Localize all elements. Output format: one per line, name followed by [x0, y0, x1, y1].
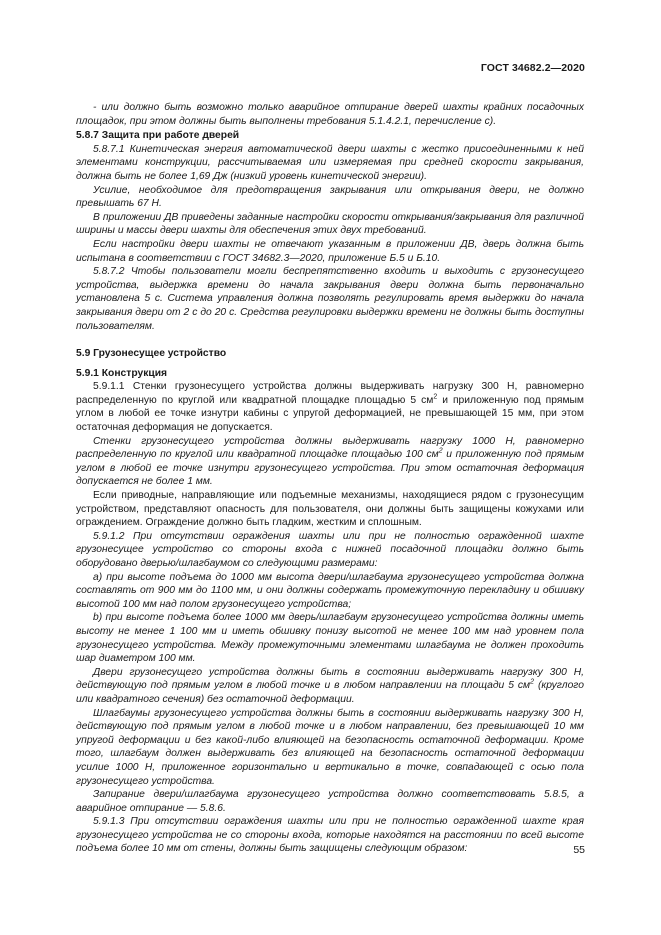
paragraph-settings-test: Если настройки двери шахты не отвечают указанным в приложении ДВ, дверь должна быть испытана в соответствии с ГОСТ 34682.3—2020, приложение Б.5 и Б.10. — [76, 238, 584, 264]
list-item-dash: - или должно быть возможно только аварийное отпирание дверей шахты крайних посадочных площадок, при этом должны быть выполнены требования 5.1.4.2.1, перечисление с). — [76, 102, 584, 127]
paragraph-walls-1000n: Стенки грузонесущего устройства должны выдерживать нагрузку 1000 Н, равномерно распределенную по круглой или квадратной площадке площадью 100 $см^2$ и приложенную под прямым углом в любой ее точке изнутри грузонесущего устройства. При этом остаточная деформация допускается не более 1 мм. — [76, 435, 584, 488]
section-heading-5-9: 5.9 Грузонесущее устройство — [76, 348, 227, 360]
paragraph-force: Усилие, необходимое для предотвращения закрывания или открывания двери, не должно превышать 67 Н. — [76, 184, 584, 210]
page-body — [76, 101, 584, 856]
paragraph-appendix-dv: В приложении ДВ приведены заданные настройки скорости открывания/закрывания для различной ширины и массы двери шахты для обеспечения этих двух требований. — [76, 211, 584, 237]
document-code-header: ГОСТ 34682.2—2020 — [480, 62, 585, 74]
section-heading-5-9-1: 5.9.1 Конструкция — [76, 367, 168, 379]
list-item-a: а) при высоте подъема до 1000 мм высота двери/шлагбаума грузонесущего устройства должна составлять от 900 мм до 1100 мм, и они должны содержать промежуточную перекладину и обшивку высотой 100 мм над полом грузонесущего устройства; — [76, 571, 584, 610]
paragraph-5-9-1-2: 5.9.1.2 При отсутствии ограждения шахты или при не полностью огражденной шахте грузонесущее устройство со стороны входа с нижней посадочной площадки должно быть оборудовано дверью/шлагбаумом со следующими размерами: — [76, 530, 584, 569]
paragraph-5-8-7-2: 5.8.7.2 Чтобы пользователи могли беспрепятственно входить и выходить с грузонесущего устройства, выдержка времени до начала закрывания двери должна быть первоначально установлена 5 с. Система управления должна позволять регулировать время выдержки до начала закрывания двери от 2 с до 20 с. Средства регулировки выдержки времени не должны быть доступны пользователям. — [76, 266, 584, 332]
paragraph-guards: Если приводные, направляющие или подъемные механизмы, находящиеся рядом с грузонесущим устройством, представляют опасность для пользователя, они должны быть защищены кожухами или ограждением. Ограждение должно быть гладким, жестким и сплошным. — [76, 490, 584, 529]
page-number: 55 — [573, 844, 585, 856]
section-heading-5-8-7: 5.8.7 Защита при работе дверей — [76, 130, 240, 142]
paragraph-doors-300n: Двери грузонесущего устройства должны быть в состоянии выдерживать нагрузку 300 Н, действующую под прямым углом в любой точке и в любом направлении на площади 5 $см^2$ (круглого или квадратного сечения) без остаточной деформации. — [76, 666, 584, 705]
paragraph-barriers: Шлагбаумы грузонесущего устройства должны быть в состоянии выдерживать нагрузку 300 Н, действующую под прямым углом в любой точке и в любом направлении, без превышающей 10 мм упругой деформации и без какой-либо влияющей на безопасность остаточной деформации. Кроме того, шлагбаум должен выдерживать без влияющей на безопасность остаточной деформации усилие 1000 Н, приложенное горизонтально и вертикально в точке, совпадающей с осью пола грузонесущего устройства. — [76, 707, 584, 787]
paragraph-locking: Запирание двери/шлагбаума грузонесущего устройства должно соответствовать 5.8.5, а аварийное отпирание — 5.8.6. — [76, 789, 584, 814]
list-item-b: b) при высоте подъема более 1000 мм дверь/шлагбаум грузонесущего устройства должны иметь высоту не менее 1 100 мм и иметь обшивку понизу высотой не менее 100 мм над уровнем пола грузонесущего устройства. Между промежуточными элементами шлагбаума не должен проходить шар диаметром 100 мм. — [76, 612, 584, 665]
paragraph-5-8-7-1: 5.8.7.1 Кинетическая энергия автоматической двери шахты с жестко присоединенными к ней элементами конструкции, рассчитываемая или измеряемая при средней скорости закрывания, должна быть не более 1,69 Дж (низкий уровень кинетической энергии). — [76, 143, 584, 182]
paragraph-5-9-1-3: 5.9.1.3 При отсутствии ограждения шахты или при не полностью огражденной шахте края грузонесущего устройства не со стороны входа, которые находятся на расстоянии по всей высоте подъема более 10 мм от стены, должны быть защищены следующим образом: — [76, 816, 584, 855]
paragraph-5-9-1-1: 5.9.1.1 Стенки грузонесущего устройства должны выдерживать нагрузку 300 Н, равномерно распределенную по круглой или квадратной площадке площадью 5 $см^2$ и приложенную под прямым углом в любой ее точке изнутри кабины с упругой деформацией, не превышающей 15 мм, при этом остаточная деформация не допускается. — [76, 381, 585, 434]
